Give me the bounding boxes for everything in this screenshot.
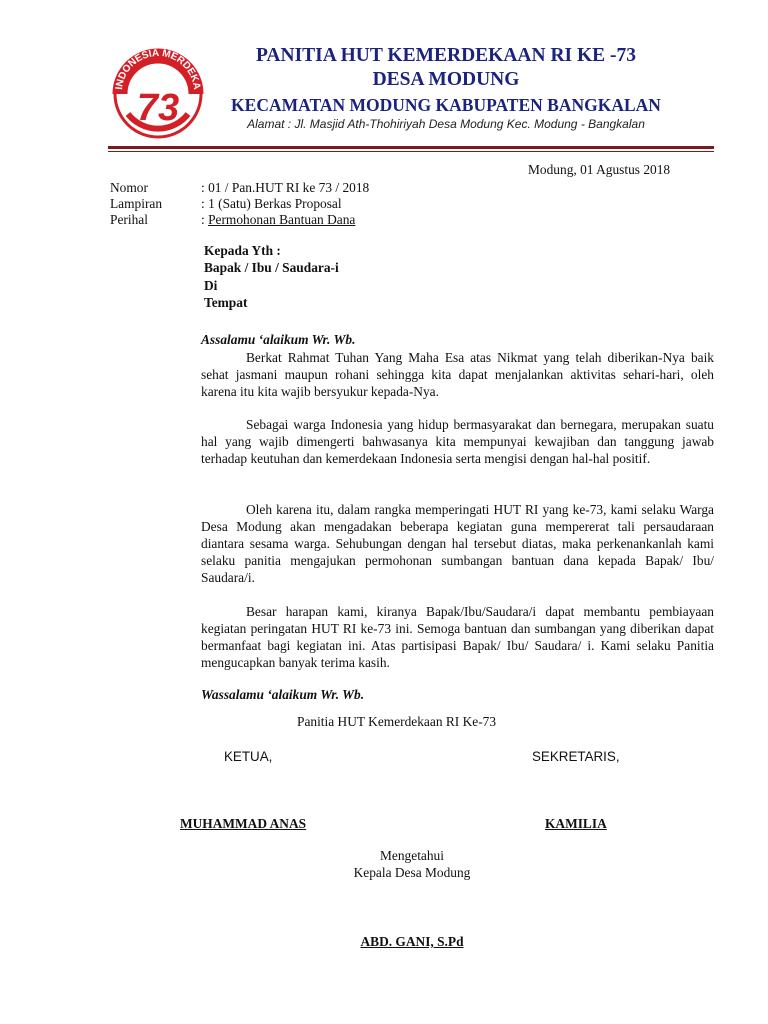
name-village-head: ABD. GANI, S.Pd [360,934,464,949]
body-paragraph-3: Oleh karena itu, dalam rangka memperingati HUT RI yang ke-73, kami selaku Warga Desa Modung akan mengadakan beberapa kegiatan guna mempererat tali persaudaraan diantara sesama warga. Sehubungan dengan hal tersebut diatas, maka perkenankanlah kami selaku panitia mengajukan permohonan sumbangan bantuan dana kepada Bapak/ Ibu/ Saudara/i. [201,502,714,585]
header-rule-thin [108,151,714,152]
letter-date: Modung, 01 Agustus 2018 [528,162,671,177]
meta-nomor-value: : 01 / Pan.HUT RI ke 73 / 2018 [201,180,370,195]
committee-name: Panitia HUT Kemerdekaan RI Ke-73 [297,714,497,729]
recipient-line-4: Tempat [204,295,248,310]
name-chairman: MUHAMMAD ANAS [180,816,307,831]
header-district: KECAMATAN MODUNG KABUPATEN BANGKALAN [231,95,661,115]
header-address: Alamat : Jl. Masjid Ath-Thohiriyah Desa Modung Kec. Modung - Bangkalan [247,117,645,131]
name-secretary: KAMILIA [545,816,607,831]
meta-perihal-value: : Permohonan Bantuan Dana [201,212,356,227]
header-rule-thick [108,146,714,149]
greeting: Assalamu ‘alaikum Wr. Wb. [201,332,356,347]
acknowledge-title: Kepala Desa Modung [353,865,471,880]
header-title: PANITIA HUT KEMERDEKAAN RI KE -73 [255,45,637,66]
closing-greeting: Wassalamu ‘alaikum Wr. Wb. [201,687,365,702]
body-paragraph-4: Besar harapan kami, kiranya Bapak/Ibu/Saudara/i dapat membantu pembiayaan kegiatan peringatan HUT RI ke-73 ini. Semoga bantuan dan sumbangan yang diberikan dapat bermanfaat bagi kegiatan ini. Atas partisipasi Bapak/ Ibu/ Saudara/ i. Kami selaku Panitia mengucapkan banyak terima kasih. [201,604,714,670]
acknowledge-label: Mengetahui [380,848,444,863]
role-secretary: SEKRETARIS, [532,749,620,764]
header-village: DESA MODUNG [372,69,520,90]
recipient-line-1: Kepada Yth : [204,243,281,258]
meta-lampiran-value: : 1 (Satu) Berkas Proposal [201,196,342,211]
body-paragraph-2: Sebagai warga Indonesia yang hidup bermasyarakat dan bernegara, merupakan suatu hal yang wajib dimengerti bahwasanya kita mempunyai kewajiban dan tanggung jawab terhadap keutuhan dan kemerdekaan Indonesia serta mengisi dengan hal-hal positif. [201,417,714,466]
body-paragraph-1: Berkat Rahmat Tuhan Yang Maha Esa atas Nikmat yang telah diberikan-Nya baik sehat jasmani maupun rohani sehingga kita dapat menjalankan aktivitas sehari-hari, oleh karena itu kita wajib bersyukur kepada-Nya. [201,350,714,399]
recipient-line-2: Bapak / Ibu / Saudara-i [204,260,339,275]
role-chairman: KETUA, [224,749,273,764]
recipient-line-3: Di [204,278,218,293]
meta-perihal-label: Perihal [110,212,148,227]
logo-arc-text: INDONESIA MERDEKA [114,48,203,91]
logo-number: 73 [136,87,180,129]
meta-nomor-label: Nomor [110,180,148,195]
meta-lampiran-label: Lampiran [110,196,163,211]
